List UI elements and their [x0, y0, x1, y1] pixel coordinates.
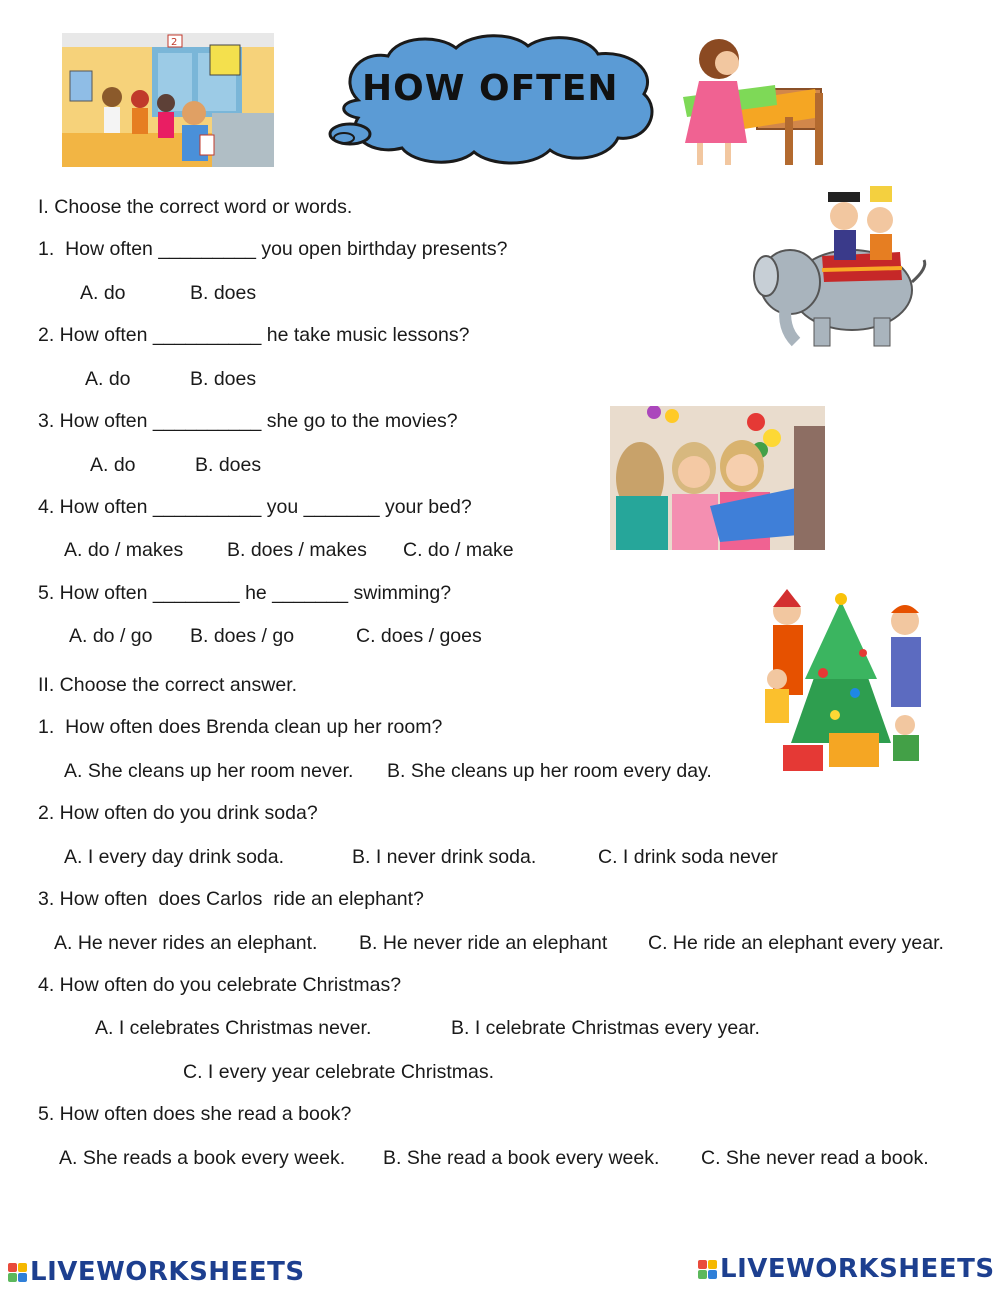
s1-q3-option-b[interactable]: B. does [195, 454, 262, 476]
s1-question-1: 1. How often _________ you open birthday presents? [38, 238, 508, 260]
s2-q1-option-b[interactable]: B. She cleans up her room every day. [387, 760, 712, 782]
logo-left-text: LIVEWORKSHEETS [30, 1257, 305, 1287]
s2-q3-option-b[interactable]: B. He never ride an elephant [359, 932, 608, 954]
section1-heading: I. Choose the correct word or words. [38, 196, 353, 218]
svg-text:2: 2 [171, 37, 178, 48]
s2-q4-option-c[interactable]: C. I every year celebrate Christmas. [183, 1061, 495, 1083]
s1-q5-option-a[interactable]: A. do / go [69, 625, 153, 647]
s2-q5-option-a[interactable]: A. She reads a book every week. [59, 1147, 346, 1169]
logo-mark-icon [698, 1260, 717, 1279]
s2-q5-option-b[interactable]: B. She read a book every week. [383, 1147, 660, 1169]
s2-q4-option-b[interactable]: B. I celebrate Christmas every year. [451, 1017, 760, 1039]
page-title: HOW OFTEN [362, 68, 619, 109]
s1-q4-option-b[interactable]: B. does / makes [227, 539, 367, 561]
s1-q4-option-c[interactable]: C. do / make [403, 539, 514, 561]
s2-q2-option-b[interactable]: B. I never drink soda. [352, 846, 537, 868]
s1-q3-option-a[interactable]: A. do [90, 454, 136, 476]
s2-q2-option-a[interactable]: A. I every day drink soda. [64, 846, 285, 868]
liveworksheets-logo-left[interactable] [8, 1257, 305, 1287]
s2-q2-option-c[interactable]: C. I drink soda never [598, 846, 778, 868]
elephant-ride-illustration [752, 178, 934, 352]
s1-question-5: 5. How often ________ he _______ swimming? [38, 582, 452, 604]
s1-q2-option-b[interactable]: B. does [190, 368, 257, 390]
cinema-kids-illustration [62, 33, 274, 167]
s2-q4-option-a[interactable]: A. I celebrates Christmas never. [95, 1017, 372, 1039]
s1-q2-option-a[interactable]: A. do [85, 368, 131, 390]
s1-q4-option-a[interactable]: A. do / makes [64, 539, 184, 561]
s1-q5-option-c[interactable]: C. does / goes [356, 625, 482, 647]
section2-heading: II. Choose the correct answer. [38, 674, 298, 696]
s2-question-1: 1. How often does Brenda clean up her room? [38, 716, 443, 738]
s2-q1-option-a[interactable]: A. She cleans up her room never. [64, 760, 354, 782]
bed-making-illustration [665, 33, 827, 169]
birthday-party-photo [610, 406, 825, 550]
s2-q3-option-a[interactable]: A. He never rides an elephant. [54, 932, 318, 954]
logo-right-text: LIVEWORKSHEETS [720, 1254, 995, 1284]
logo-mark-icon [8, 1263, 27, 1282]
s1-question-2: 2. How often __________ he take music lessons? [38, 324, 470, 346]
s2-question-2: 2. How often do you drink soda? [38, 802, 318, 824]
s1-question-4: 4. How often __________ you _______ your bed? [38, 496, 472, 518]
s2-question-4: 4. How often do you celebrate Christmas? [38, 974, 402, 996]
s2-q3-option-c[interactable]: C. He ride an elephant every year. [648, 932, 944, 954]
s1-q1-option-b[interactable]: B. does [190, 282, 257, 304]
christmas-family-illustration [743, 583, 939, 775]
s2-question-5: 5. How often does she read a book? [38, 1103, 352, 1125]
s2-q5-option-c[interactable]: C. She never read a book. [701, 1147, 929, 1169]
s1-q5-option-b[interactable]: B. does / go [190, 625, 295, 647]
s2-question-3: 3. How often does Carlos ride an elephant? [38, 888, 424, 910]
s1-q1-option-a[interactable]: A. do [80, 282, 126, 304]
liveworksheets-logo-right[interactable] [698, 1254, 995, 1284]
s1-question-3: 3. How often __________ she go to the movies? [38, 410, 458, 432]
